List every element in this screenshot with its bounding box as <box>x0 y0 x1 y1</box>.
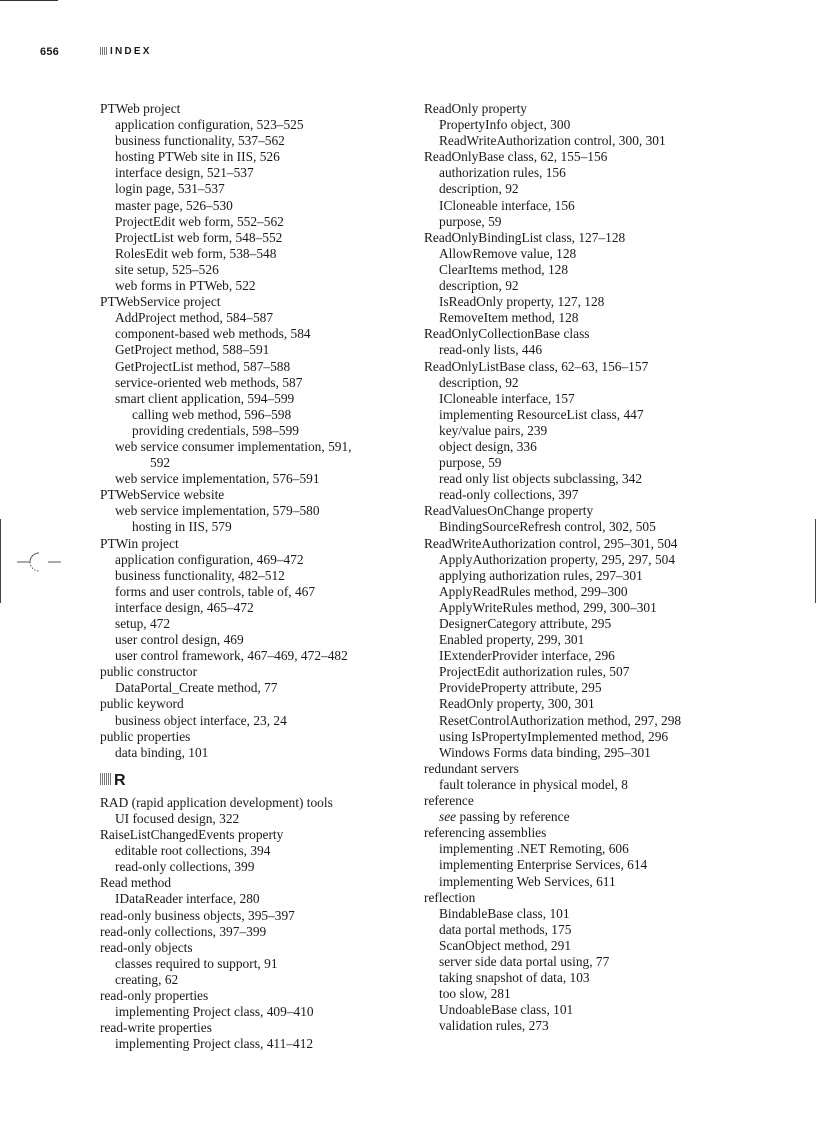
index-entry: redundant servers <box>424 760 519 776</box>
index-subentry: service-oriented web methods, 587 <box>115 374 303 390</box>
index-subentry: UI focused design, 322 <box>115 810 240 826</box>
index-subentry: using IsPropertyImplemented method, 296 <box>439 728 669 744</box>
index-subentry: ApplyReadRules method, 299–300 <box>439 583 628 599</box>
index-subentry: read-only collections, 397 <box>439 487 579 503</box>
index-entry: PTWebService project <box>100 294 221 310</box>
index-subentry: taking snapshot of data, 103 <box>439 970 590 986</box>
index-subentry: creating, 62 <box>115 971 179 987</box>
index-entry: ReadOnlyBase class, 62, 155–156 <box>424 149 608 165</box>
index-subentry: PropertyInfo object, 300 <box>439 117 571 133</box>
index-entry: ReadOnlyCollectionBase class <box>424 326 590 342</box>
index-subentry: read only list objects subclassing, 342 <box>439 471 643 487</box>
index-subentry: editable root collections, 394 <box>115 843 271 859</box>
section-letter-heading: R <box>100 772 400 790</box>
index-subentry: hosting PTWeb site in IIS, 526 <box>115 149 280 165</box>
index-subentry: web service consumer implementation, 591, <box>115 438 352 454</box>
index-subentry: DataPortal_Create method, 77 <box>115 680 278 696</box>
index-subentry: setup, 472 <box>115 616 171 631</box>
index-subentry: implementing Enterprise Services, 614 <box>439 857 648 873</box>
index-subentry: ResetControlAuthorization method, 297, 298 <box>439 712 682 728</box>
index-entry: reference <box>424 793 474 809</box>
index-subentry: description, 92 <box>439 278 519 294</box>
index-subentry: AddProject method, 584–587 <box>115 310 274 326</box>
index-entry: ReadWriteAuthorization control, 295–301, 504 <box>424 535 678 551</box>
index-entry: read-only properties <box>100 987 209 1003</box>
index-column-left <box>100 101 400 1052</box>
index-subentry: data portal methods, 175 <box>439 921 572 937</box>
index-subentry: ProjectEdit web form, 552–562 <box>115 213 284 229</box>
index-subentry: GetProjectList method, 587–588 <box>115 358 291 374</box>
index-entry: read-write properties <box>100 1020 212 1036</box>
index-subentry: implementing Project class, 411–412 <box>115 1036 314 1052</box>
index-entry: ReadValuesOnChange property <box>424 503 594 519</box>
index-subentry: UndoableBase class, 101 <box>439 1002 574 1018</box>
index-subentry: web forms in PTWeb, 522 <box>115 278 256 294</box>
index-subentry: user control design, 469 <box>115 632 244 648</box>
index-subentry: ApplyAuthorization property, 295, 297, 504 <box>439 551 676 567</box>
index-subentry: component-based web methods, 584 <box>115 326 311 342</box>
index-subentry: fault tolerance in physical model, 8 <box>439 776 628 792</box>
index-subentry: business functionality, 537–562 <box>115 133 285 149</box>
index-subentry: business object interface, 23, 24 <box>115 712 287 728</box>
index-subentry: login page, 531–537 <box>115 181 225 197</box>
index-subentry: smart client application, 594–599 <box>115 390 295 406</box>
index-subentry: ProvideProperty attribute, 295 <box>439 680 602 696</box>
index-subentry: application configuration, 469–472 <box>115 551 304 567</box>
index-column-right <box>424 101 794 1034</box>
index-subentry: description, 92 <box>439 374 519 390</box>
index-subentry: server side data portal using, 77 <box>439 953 610 969</box>
index-subentry: ProjectEdit authorization rules, 507 <box>439 664 630 680</box>
index-entry: RAD (rapid application development) tools <box>100 794 333 810</box>
index-entry: Read method <box>100 875 172 891</box>
index-subentry <box>424 809 794 825</box>
index-subentry: purpose, 59 <box>439 213 502 229</box>
running-head: INDEX <box>100 46 152 57</box>
index-entry: referencing assemblies <box>424 825 547 841</box>
index-entry: public properties <box>100 728 191 744</box>
index-subentry: key/value pairs, 239 <box>439 422 548 438</box>
index-subentry: ApplyWriteRules method, 299, 300–301 <box>439 599 657 615</box>
index-subentry: forms and user controls, table of, 467 <box>115 583 316 599</box>
see-reference-label: see <box>439 809 457 825</box>
index-subentry: ReadWriteAuthorization control, 300, 301 <box>439 133 666 149</box>
index-subentry: ICloneable interface, 156 <box>439 197 575 213</box>
index-subentry: validation rules, 273 <box>439 1018 549 1034</box>
index-entry: public constructor <box>100 664 198 680</box>
index-subentry: too slow, 281 <box>439 986 511 1002</box>
index-subentry: DesignerCategory attribute, 295 <box>439 616 612 631</box>
index-subentry: Enabled property, 299, 301 <box>439 632 585 648</box>
index-subentry: ICloneable interface, 157 <box>439 390 575 406</box>
index-entry: reflection <box>424 889 476 905</box>
index-subentry: RolesEdit web form, 538–548 <box>115 245 277 261</box>
index-subentry: applying authorization rules, 297–301 <box>439 567 643 583</box>
crop-mark <box>0 519 1 603</box>
index-subentry: web service implementation, 576–591 <box>115 471 320 487</box>
index-subentry: ProjectList web form, 548–552 <box>115 229 283 245</box>
index-entry: ReadOnly property <box>424 101 528 116</box>
index-subentry: hosting in IIS, 579 <box>132 519 232 535</box>
index-subentry: classes required to support, 91 <box>115 955 278 971</box>
index-subentry: BindingSourceRefresh control, 302, 505 <box>439 519 656 535</box>
index-subentry: BindableBase class, 101 <box>439 905 570 921</box>
index-entry: ReadOnlyListBase class, 62–63, 156–157 <box>424 358 649 374</box>
index-entry: ReadOnlyBindingList class, 127–128 <box>424 229 626 245</box>
index-subentry: ClearItems method, 128 <box>439 261 569 277</box>
index-entry: public keyword <box>100 696 184 712</box>
index-entry: read-only collections, 397–399 <box>100 923 267 939</box>
index-entry: read-only business objects, 395–397 <box>100 907 295 923</box>
index-subentry: read-only collections, 399 <box>115 859 255 875</box>
index-entry: RaiseListChangedEvents property <box>100 827 284 843</box>
index-subentry: implementing Project class, 409–410 <box>115 1004 314 1020</box>
index-subentry: user control framework, 467–469, 472–482 <box>115 648 348 664</box>
registration-mark-icon <box>17 551 61 573</box>
index-subentry: implementing .NET Remoting, 606 <box>439 841 629 857</box>
index-entry: read-only objects <box>100 939 193 955</box>
index-subentry: site setup, 525–526 <box>115 261 219 277</box>
index-subentry: Windows Forms data binding, 295–301 <box>439 744 651 760</box>
index-subentry: implementing Web Services, 611 <box>439 873 616 889</box>
index-entry: PTWebService website <box>100 487 225 503</box>
index-subentry: object design, 336 <box>439 438 537 454</box>
top-crop-rule <box>0 0 58 1</box>
index-subentry: IExtenderProvider interface, 296 <box>439 648 615 664</box>
index-subentry: providing credentials, 598–599 <box>132 422 299 438</box>
index-subentry: AllowRemove value, 128 <box>439 245 577 261</box>
index-entry: PTWeb project <box>100 101 181 116</box>
index-subentry: description, 92 <box>439 181 519 197</box>
index-subentry: GetProject method, 588–591 <box>115 342 270 358</box>
index-entry: PTWin project <box>100 535 179 551</box>
index-subentry: RemoveItem method, 128 <box>439 310 579 326</box>
index-subentry: master page, 526–530 <box>115 197 233 213</box>
index-subentry: IsReadOnly property, 127, 128 <box>439 294 605 310</box>
index-subentry: data binding, 101 <box>115 744 209 760</box>
index-subentry: authorization rules, 156 <box>439 165 566 181</box>
index-subentry: 592 <box>150 455 171 471</box>
index-subentry: purpose, 59 <box>439 455 502 471</box>
page-number: 656 <box>40 46 59 58</box>
index-entry-text: passing by reference <box>459 809 570 825</box>
index-subentry: implementing ResourceList class, 447 <box>439 406 644 422</box>
index-subentry: interface design, 465–472 <box>115 599 254 615</box>
index-subentry: read-only lists, 446 <box>439 342 543 358</box>
index-subentry: business functionality, 482–512 <box>115 567 285 583</box>
index-subentry: web service implementation, 579–580 <box>115 503 320 519</box>
index-subentry: ScanObject method, 291 <box>439 937 572 953</box>
index-subentry: application configuration, 523–525 <box>115 117 304 133</box>
index-subentry: calling web method, 596–598 <box>132 406 292 422</box>
index-subentry: interface design, 521–537 <box>115 165 254 181</box>
index-subentry: IDataReader interface, 280 <box>115 891 260 907</box>
index-subentry: ReadOnly property, 300, 301 <box>439 696 595 712</box>
